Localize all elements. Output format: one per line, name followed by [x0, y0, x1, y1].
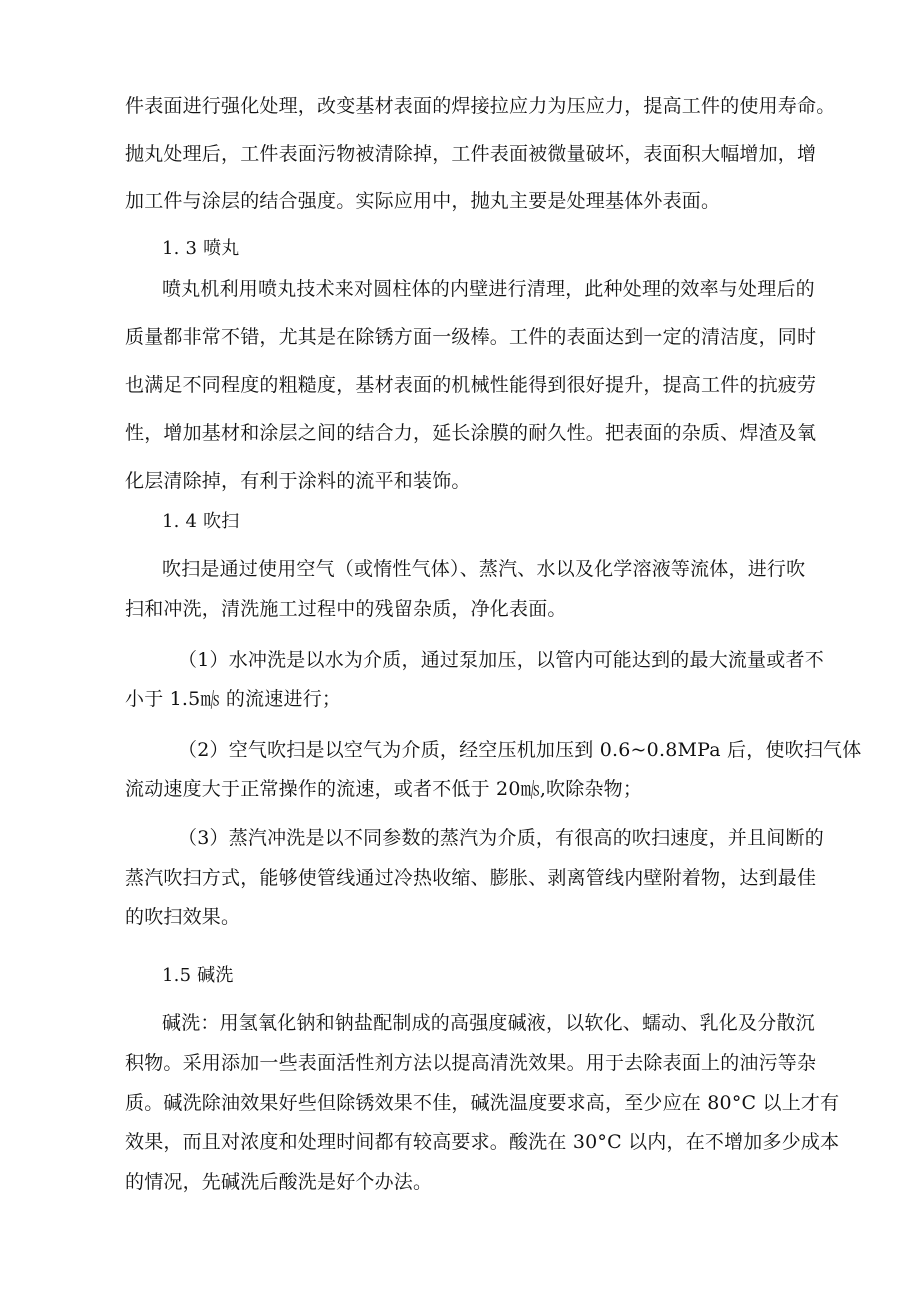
body-line: 件表面进行强化处理，改变基材表面的焊接拉应力为压应力，提高工件的使用寿命。	[125, 95, 836, 117]
paragraph-first-line: 喷丸机利用喷丸技术来对圆柱体的内壁进行清理，此种处理的效率与处理后的	[162, 278, 815, 300]
body-line: 抛丸处理后，工件表面污物被清除掉，工件表面被微量破坏，表面积大幅增加，增	[125, 143, 817, 165]
body-line: 加工件与涂层的结合强度。实际应用中，抛丸主要是处理基体外表面。	[125, 190, 721, 212]
body-line: 积物。采用添加一些表面活性剂方法以提高清洗效果。用于去除表面上的油污等杂	[125, 1052, 817, 1074]
list-item-3: （3）蒸汽冲洗是以不同参数的蒸汽为介质，有很高的吹扫速度，并且间断的	[178, 827, 824, 849]
section-heading-1-3: 1. 3 喷丸	[162, 238, 240, 259]
body-line: 的吹扫效果。	[125, 906, 241, 928]
body-line: 流动速度大于正常操作的流速，或者不低于 20㎧,吹除杂物；	[125, 778, 643, 800]
list-item-1: （1）水冲洗是以水为介质，通过泵加压，以管内可能达到的最大流量或者不	[178, 649, 824, 671]
body-line: 质量都非常不错，尤其是在除锈方面一级棒。工件的表面达到一定的清洁度，同时	[125, 326, 817, 348]
paragraph-first-line: 吹扫是通过使用空气（或惰性气体）、蒸汽、水以及化学溶液等流体，进行吹	[162, 558, 806, 580]
body-line: 性，增加基材和涂层之间的结合力，延长涂膜的耐久性。把表面的杂质、焊渣及氧	[125, 422, 817, 444]
body-line: 化层清除掉，有利于涂料的流平和装饰。	[125, 470, 471, 492]
body-line: 质。碱洗除油效果好些但除锈效果不佳，碱洗温度要求高，至少应在 80°C 以上才有	[125, 1092, 840, 1114]
body-line: 也满足不同程度的粗糙度，基材表面的机械性能得到很好提升，提高工件的抗疲劳	[125, 374, 817, 396]
body-line: 蒸汽吹扫方式，能够使管线通过冷热收缩、膨胀、剥离管线内壁附着物，达到最佳	[125, 867, 817, 889]
section-heading-1-5: 1.5 碱洗	[162, 965, 234, 986]
body-line: 扫和冲洗，清洗施工过程中的残留杂质，净化表面。	[125, 598, 567, 620]
list-item-2: （2）空气吹扫是以空气为介质，经空压机加压到 0.6~0.8MPa 后，使吹扫气体	[178, 739, 862, 761]
paragraph-first-line: 碱洗：用氢氧化钠和钠盐配制成的高强度碱液，以软化、蠕动、乳化及分散沉	[162, 1012, 815, 1034]
body-line: 效果，而且对浓度和处理时间都有较高要求。酸洗在 30°C 以内，在不增加多少成本	[125, 1131, 840, 1153]
section-heading-1-4: 1. 4 吹扫	[162, 511, 240, 532]
body-line: 的情况，先碱洗后酸洗是好个办法。	[125, 1171, 433, 1193]
body-line: 小于 1.5㎧ 的流速进行；	[125, 688, 342, 710]
